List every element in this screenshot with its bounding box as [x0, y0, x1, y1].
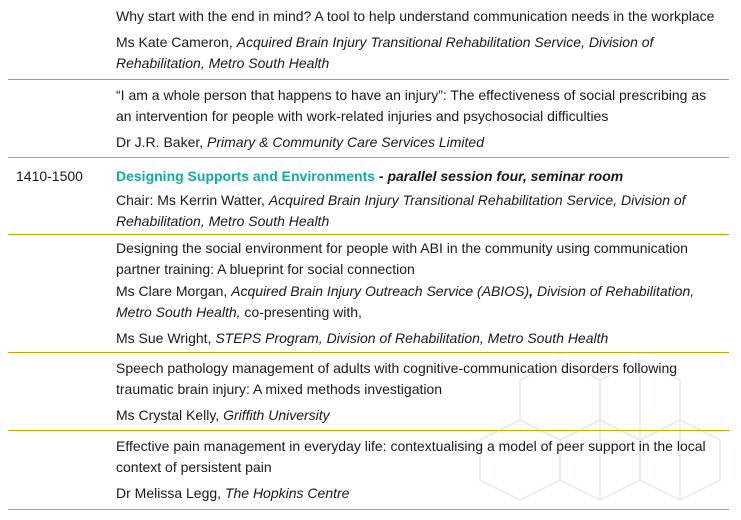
speaker-affiliation: Acquired Brain Injury Transitional Rehabilitation Service, Division of Rehabilitation, Metro South Health — [116, 34, 654, 71]
session-heading — [116, 166, 725, 187]
speaker-affiliation: Acquired Brain Injury Outreach Service (ABIOS) — [231, 283, 530, 299]
speaker-affiliation: Primary & Community Care Services Limited — [207, 134, 484, 150]
chair-affiliation: Acquired Brain Injury Transitional Rehabilitation Service, Division of Rehabilitation, Metro South Health — [116, 192, 686, 229]
session-note: - parallel session four, seminar room — [375, 168, 624, 184]
presentation-title: Speech pathology management of adults with cognitive-communication disorders following traumatic brain injury: A mixed methods investigation — [116, 360, 678, 397]
chair-line — [116, 190, 725, 232]
speaker-affiliation: The Hopkins Centre — [224, 485, 350, 501]
speaker-name: Dr Melissa Legg, — [116, 485, 225, 501]
session-title: Designing Supports and Environments — [116, 168, 376, 184]
speaker-name: Dr J.R. Baker, — [116, 134, 208, 150]
session-header-row — [8, 158, 729, 235]
speaker-name-2: Ms Sue Wright, — [116, 330, 216, 346]
table-row — [8, 353, 729, 431]
speaker-affiliation: Griffith University — [223, 407, 330, 423]
speaker-affiliation-2: STEPS Program, Division of Rehabilitation, Metro South Health — [215, 330, 609, 346]
speaker-name: Ms Crystal Kelly, — [116, 407, 224, 423]
presentation-title: Designing the social environment for people with ABI in the community using communication partner training: A blueprint for social connection — [116, 240, 688, 277]
co-presenting-note: co-presenting with, — [240, 304, 362, 320]
speaker-name: Ms Kate Cameron, — [116, 34, 237, 50]
speaker-affiliation-continued: Division of Rehabilitation, Metro South Health, — [116, 283, 695, 320]
speaker-line — [116, 132, 725, 153]
presentation-cell — [116, 436, 729, 504]
time-cell — [8, 358, 116, 426]
programme-table — [8, 0, 729, 510]
speaker-line — [116, 32, 725, 74]
presentation-title: Effective pain management in everyday life: contextualising a model of peer support in the local context of persistent pain — [116, 438, 706, 475]
speaker-line — [116, 281, 725, 323]
speaker-line — [116, 405, 725, 426]
table-row — [8, 235, 729, 353]
presentation-cell — [116, 6, 729, 74]
presentation-cell — [116, 238, 729, 349]
presentation-cell — [116, 358, 729, 426]
presentation-title: Why start with the end in mind? A tool to help understand communication needs in the workplace — [116, 8, 715, 24]
presentation-cell — [116, 85, 729, 153]
table-row — [8, 80, 729, 158]
chair-name: Chair: Ms Kerrin Watter, — [116, 192, 269, 208]
speaker-line — [116, 483, 725, 504]
table-row — [8, 0, 729, 80]
time-cell — [8, 85, 116, 153]
speaker-name: Ms Clare Morgan, — [116, 283, 232, 299]
session-time: 1410-1500 — [16, 168, 83, 184]
presentation-title: “I am a whole person that happens to have an injury”: The effectiveness of social prescribing as an intervention for people with work-related injuries and psychosocial difficulties — [116, 87, 707, 124]
affiliation-separator: , — [529, 283, 534, 299]
session-cell — [116, 166, 729, 232]
time-cell — [8, 436, 116, 504]
table-row — [8, 431, 729, 510]
time-cell — [8, 6, 116, 74]
speaker-line-2 — [116, 328, 725, 349]
time-cell — [8, 238, 116, 349]
